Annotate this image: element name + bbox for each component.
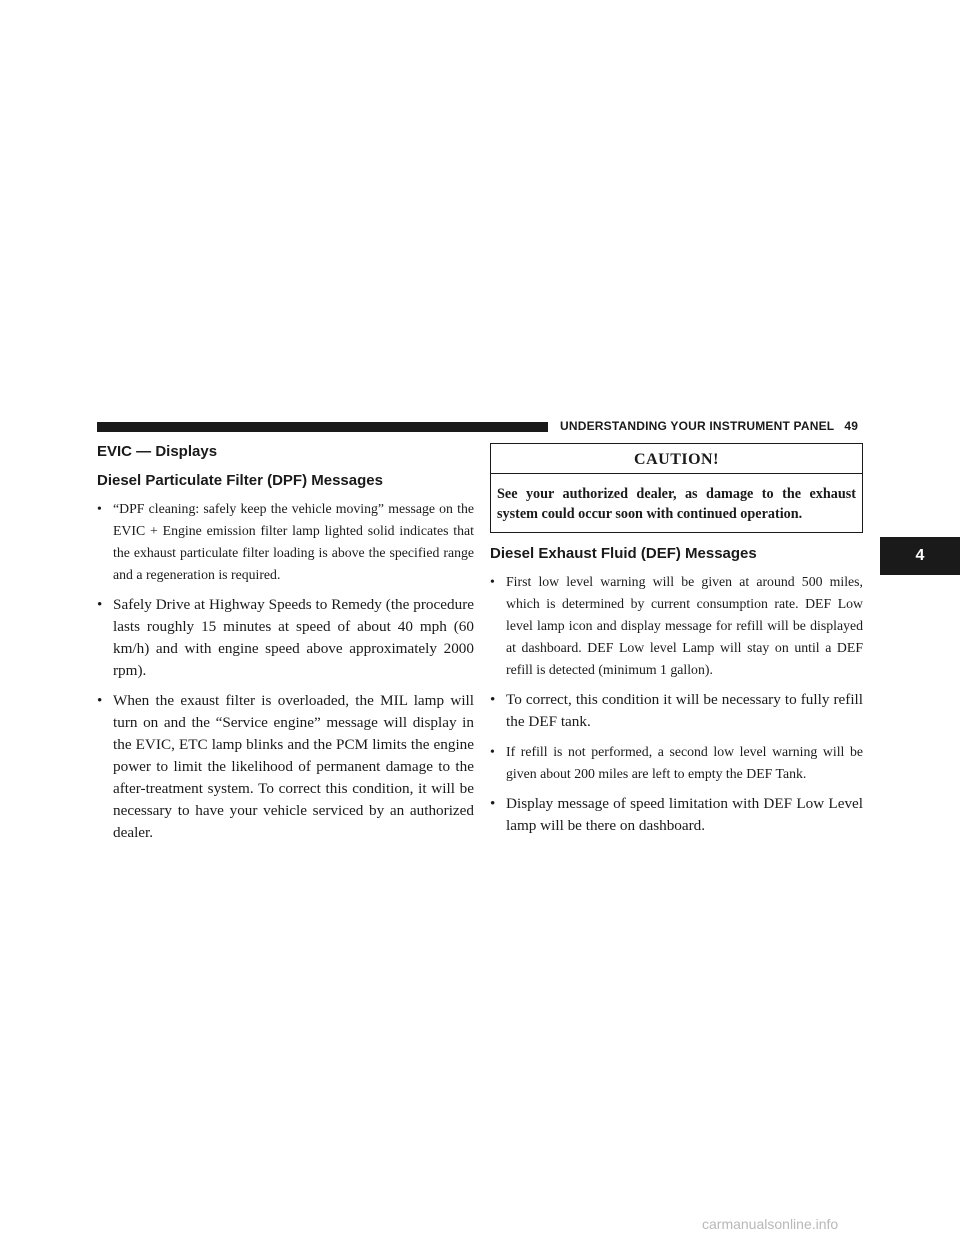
running-header (560, 419, 858, 433)
header-rule (97, 422, 548, 432)
list-item-text: First low level warning will be given at around 500 miles, which is determined by current consumption rate. DEF Low level lamp icon and display message for refill will be displayed at dashboard. DEF Low level Lamp will stay on until a DEF refill is detected (minimum 1 gallon). (506, 574, 863, 677)
header-title: UNDERSTANDING YOUR INSTRUMENT PANEL (560, 419, 835, 433)
list-item (97, 594, 474, 682)
section-title: EVIC — Displays (97, 443, 218, 460)
dpf-subsection-title: Diesel Particulate Filter (DPF) Messages (97, 472, 383, 489)
bullet-icon: • (490, 744, 495, 759)
left-column (97, 443, 474, 852)
bullet-icon: • (490, 795, 496, 812)
list-item-text: When the exaust filter is overloaded, the MIL lamp will turn on and the “Service engine” message will display in the EVIC, ETC lamp blinks and the PCM limits the engine power to limit the likelihood of permanent damage to the after-treatment system. To correct this condition, it will be necessary to have your vehicle serviced by an authorized dealer. (113, 692, 474, 841)
bullet-icon: • (490, 691, 496, 708)
list-item (490, 571, 863, 681)
list-item (490, 689, 863, 733)
def-subsection-title: Diesel Exhaust Fluid (DEF) Messages (490, 545, 757, 562)
dpf-bullet-list (97, 498, 474, 844)
list-item (490, 741, 863, 785)
page-number: 49 (844, 419, 859, 433)
bullet-icon: • (97, 501, 102, 516)
list-item (97, 690, 474, 844)
list-item-text: To correct, this condition it will be necessary to fully refill the DEF tank. (506, 691, 863, 730)
bullet-icon: • (97, 596, 103, 613)
caution-text: See your authorized dealer, as damage to the exhaust system could occur soon with continued operation. (497, 486, 856, 522)
list-item-text: Display message of speed limitation with DEF Low Level lamp will be there on dashboard. (506, 795, 863, 834)
list-item-text: “DPF cleaning: safely keep the vehicle moving” message on the EVIC + Engine emission filter lamp lighted solid indicates that the exhaust particulate filter loading is above the specified range and a regeneration is required. (113, 501, 474, 582)
right-column (490, 443, 863, 845)
list-item (490, 793, 863, 837)
watermark: carmanualsonline.info (702, 1216, 839, 1232)
bullet-icon: • (490, 574, 495, 589)
list-item (97, 498, 474, 586)
caution-title: CAUTION! (491, 444, 862, 474)
list-item-text: Safely Drive at Highway Speeds to Remedy (the procedure lasts roughly 15 minutes at speed of about 40 mph (60 km/h) and with engine speed above approximately 2000 rpm). (113, 596, 474, 679)
def-bullet-list (490, 571, 863, 837)
chapter-tab: 4 (880, 537, 960, 575)
caution-box (490, 443, 863, 533)
list-item-text: If refill is not performed, a second low level warning will be given about 200 miles are left to empty the DEF Tank. (506, 744, 863, 781)
bullet-icon: • (97, 692, 103, 709)
